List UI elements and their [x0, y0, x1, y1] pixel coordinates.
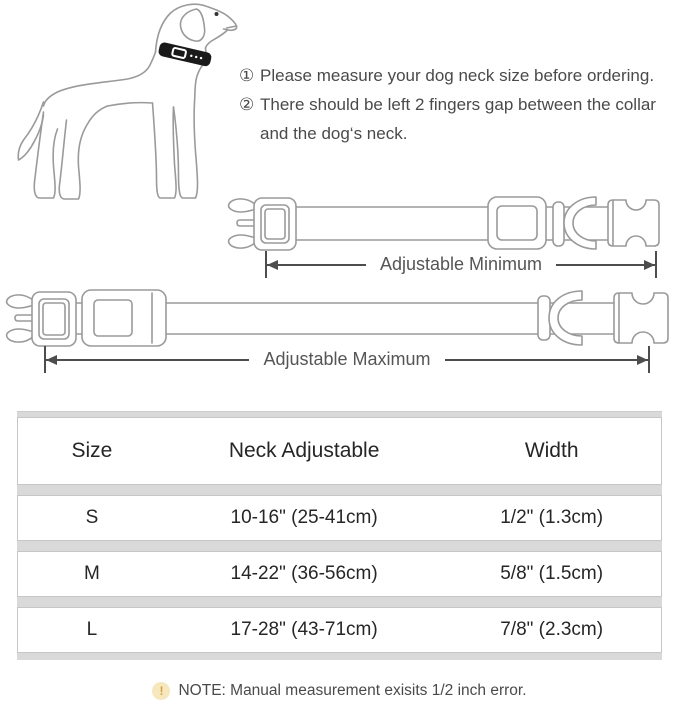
measurement-note-text: NOTE: Manual measurement exisits 1/2 inch error.: [178, 682, 527, 699]
instruction-1-text: Please measure your dog neck size before ordering.: [260, 66, 655, 85]
dimension-tick: [648, 346, 650, 373]
collar-keeper: [553, 202, 564, 246]
collar-clip-male: [614, 293, 668, 343]
dimension-line: [267, 264, 366, 266]
instruction-2-number: ②: [239, 95, 255, 114]
dog-hind-leg-far: [34, 112, 57, 198]
cell-neck-adjustable: 10-16" (25-41cm): [230, 507, 378, 528]
exclamation-icon: !: [152, 682, 170, 700]
dog-mouth: [227, 26, 237, 28]
dog-hind-leg-near: [59, 106, 107, 199]
collar-d-ring: [549, 291, 582, 345]
dimension-maximum-label: Adjustable Maximum: [263, 349, 431, 369]
collar-diagram-minimum: [222, 193, 662, 253]
cell-width: 1/2" (1.3cm): [500, 507, 604, 528]
collar-diagram-maximum: [2, 288, 674, 348]
cell-size: L: [86, 619, 98, 640]
instruction-1-number: ①: [239, 66, 255, 85]
cell-size: S: [85, 507, 99, 528]
dimension-tick: [655, 251, 657, 278]
size-table-row-m: [17, 551, 662, 597]
dimension-line: [46, 359, 249, 361]
dimension-line: [445, 359, 648, 361]
dog-front-leg-near: [153, 103, 177, 198]
cell-width: 5/8" (1.5cm): [500, 563, 604, 584]
size-table-row-l: [17, 607, 662, 653]
measurement-note: [0, 682, 679, 700]
dog-back: [44, 52, 156, 106]
column-header-size: Size: [71, 439, 113, 462]
cell-neck-adjustable: 17-28" (43-71cm): [230, 619, 378, 640]
cell-neck-adjustable: 14-22" (36-56cm): [230, 563, 378, 584]
dog-belly: [108, 103, 153, 106]
dimension-maximum: [44, 346, 650, 373]
collar-d-ring: [564, 197, 596, 249]
dimension-minimum-label: Adjustable Minimum: [379, 254, 543, 274]
cell-size: M: [84, 563, 100, 584]
dimension-minimum: [265, 251, 657, 278]
size-table-row-s: [17, 495, 662, 541]
instruction-2: [239, 90, 677, 148]
dog-eye: [215, 12, 219, 16]
dog-jaw: [206, 30, 228, 48]
instruction-2-text: There should be left 2 fingers gap between the collar and the dog‘s neck.: [260, 95, 656, 143]
column-header-width: Width: [524, 439, 579, 462]
collar-clip-male: [608, 200, 659, 246]
dog-front-leg-far: [174, 64, 204, 198]
dog-illustration: [8, 2, 256, 200]
dog-ear: [180, 9, 204, 41]
dimension-line: [556, 264, 655, 266]
dog-tail: [18, 102, 43, 160]
instruction-1: [239, 61, 677, 90]
size-table: [17, 411, 662, 660]
dog-collar: [158, 42, 213, 68]
size-table-header-row: [17, 417, 662, 485]
column-header-neck-adjustable: Neck Adjustable: [228, 439, 380, 462]
cell-width: 7/8" (2.3cm): [500, 619, 604, 640]
measuring-instructions: [239, 61, 677, 148]
